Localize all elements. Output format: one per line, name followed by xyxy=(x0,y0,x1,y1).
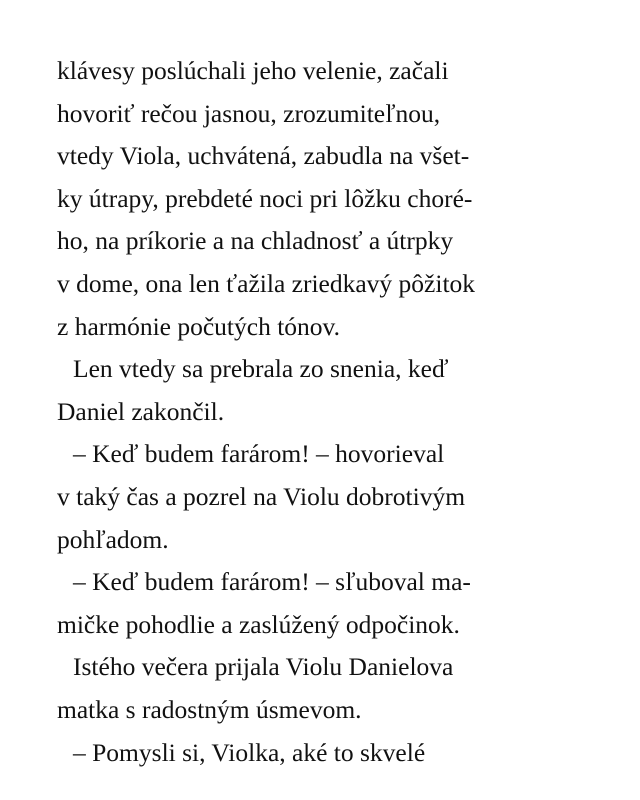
text-line: ky útrapy, prebdeté noci pri lôžku choré- xyxy=(57,183,473,213)
text-line: Daniel zakončil. xyxy=(57,396,225,426)
text-line: v dome, ona len ťažila zriedkavý pôžitok xyxy=(57,268,476,298)
book-text xyxy=(57,50,597,774)
text-line: z harmónie počutých tónov. xyxy=(57,311,341,341)
text-line: – Pomysli si, Violka, aké to skvelé xyxy=(73,737,426,767)
text-line: hovoriť rečou jasnou, zrozumiteľnou, xyxy=(57,98,441,128)
text-line: vtedy Viola, uchvátená, zabudla na všet- xyxy=(57,141,470,171)
text-line: matka s radostným úsmevom. xyxy=(57,694,362,724)
text-line: mičke pohodlie a zaslúžený odpočinok. xyxy=(57,609,460,639)
text-line: klávesy poslúchali jeho velenie, začali xyxy=(57,56,449,85)
text-line: Len vtedy sa prebrala zo snenia, keď xyxy=(73,354,449,384)
text-line: – Keď budem farárom! – hovorieval xyxy=(73,439,445,469)
text-line: – Keď budem farárom! – sľuboval ma- xyxy=(73,567,471,597)
text-line: v taký čas a pozrel na Violu dobrotivým xyxy=(57,481,466,511)
text-line: Istého večera prijala Violu Danielova xyxy=(73,652,454,682)
text-line: pohľadom. xyxy=(57,524,169,554)
text-line: ho, na príkorie a na chladnosť a útrpky xyxy=(57,226,454,256)
